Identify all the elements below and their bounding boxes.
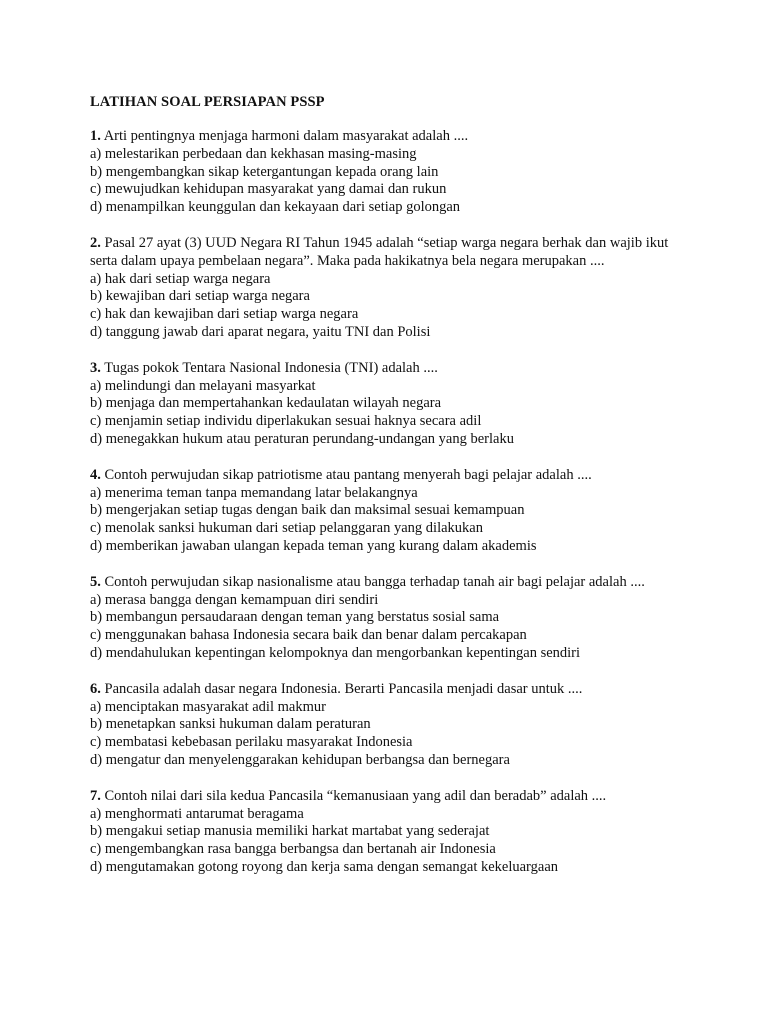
document-title: LATIHAN SOAL PERSIAPAN PSSP: [90, 94, 325, 110]
option-b: b) menjaga dan mempertahankan kedaulatan wilayah negara: [90, 395, 442, 412]
question-prompt: Contoh perwujudan sikap patriotisme atau pantang menyerah bagi pelajar adalah ....: [104, 466, 592, 483]
question-prompt: Pasal 27 ayat (3) UUD Negara RI Tahun 1945 adalah “setiap warga negara berhak dan wajib ikut serta dalam upaya pembelaan negara”. Maka pada hakikatnya bela negara merupakan ....: [90, 234, 669, 269]
option-b: b) mengerjakan setiap tugas dengan baik dan maksimal sesuai kemampuan: [90, 502, 525, 519]
option-d: d) tanggung jawab dari aparat negara, yaitu TNI dan Polisi: [90, 323, 431, 340]
question-number: 2.: [90, 234, 101, 251]
option-a: a) merasa bangga dengan kemampuan diri sendiri: [90, 591, 379, 608]
question-text: [90, 235, 680, 271]
option-c: c) mewujudkan kehidupan masyarakat yang damai dan rukun: [90, 181, 447, 198]
question-prompt: Arti pentingnya menjaga harmoni dalam masyarakat adalah ....: [103, 128, 469, 144]
question-text: [90, 788, 728, 806]
question-prompt: Contoh perwujudan sikap nasionalisme atau bangga terhadap tanah air bagi pelajar adalah ....: [104, 573, 645, 590]
option-d: d) mendahulukan kepentingan kelompoknya dan mengorbankan kepentingan sendiri: [90, 644, 581, 661]
question-prompt: Tugas pokok Tentara Nasional Indonesia (TNI) adalah ....: [104, 359, 438, 376]
option-d: d) menampilkan keunggulan dan kekayaan dari setiap golongan: [90, 199, 461, 216]
question-4: [90, 467, 728, 556]
question-text: [90, 574, 728, 592]
question-prompt: Contoh nilai dari sila kedua Pancasila “kemanusiaan yang adil dan beradab” adalah ....: [104, 787, 607, 804]
option-a: a) hak dari setiap warga negara: [90, 270, 271, 287]
question-2: [90, 235, 728, 342]
option-a: a) menghormati antarumat beragama: [90, 805, 304, 822]
question-number: 1.: [90, 128, 101, 144]
option-b: b) mengembangkan sikap ketergantungan kepada orang lain: [90, 163, 439, 180]
option-b: b) menetapkan sanksi hukuman dalam peraturan: [90, 716, 371, 733]
question-text: [90, 681, 728, 699]
option-d: d) menegakkan hukum atau peraturan perundang-undangan yang berlaku: [90, 430, 514, 447]
option-a: a) menerima teman tanpa memandang latar belakangnya: [90, 484, 418, 501]
question-1: [90, 128, 728, 217]
option-c: c) mengembangkan rasa bangga berbangsa dan bertanah air Indonesia: [90, 841, 496, 858]
option-d: d) mengutamakan gotong royong dan kerja sama dengan semangat kekeluargaan: [90, 858, 559, 875]
question-text: [90, 360, 728, 378]
question-number: 5.: [90, 573, 101, 590]
option-a: a) melindungi dan melayani masyarkat: [90, 377, 316, 394]
question-3: [90, 360, 728, 449]
question-number: 3.: [90, 359, 101, 376]
question-text: [90, 467, 728, 485]
option-c: c) menjamin setiap individu diperlakukan sesuai haknya secara adil: [90, 413, 482, 430]
option-b: b) mengakui setiap manusia memiliki harkat martabat yang sederajat: [90, 823, 490, 840]
question-number: 7.: [90, 787, 101, 804]
option-a: a) melestarikan perbedaan dan kekhasan masing-masing: [90, 145, 417, 162]
option-b: b) membangun persaudaraan dengan teman yang berstatus sosial sama: [90, 609, 500, 626]
option-d: d) memberikan jawaban ulangan kepada teman yang kurang dalam akademis: [90, 537, 537, 554]
question-text: [90, 128, 728, 146]
option-c: c) menolak sanksi hukuman dari setiap pelanggaran yang dilakukan: [90, 520, 483, 537]
question-5: [90, 574, 728, 663]
option-a: a) menciptakan masyarakat adil makmur: [90, 698, 326, 715]
option-c: c) hak dan kewajiban dari setiap warga negara: [90, 306, 359, 323]
question-number: 6.: [90, 680, 101, 697]
question-6: [90, 681, 728, 770]
question-7: [90, 788, 728, 877]
question-number: 4.: [90, 466, 101, 483]
option-d: d) mengatur dan menyelenggarakan kehidupan berbangsa dan bernegara: [90, 751, 510, 768]
option-c: c) membatasi kebebasan perilaku masyarakat Indonesia: [90, 734, 413, 751]
question-prompt: Pancasila adalah dasar negara Indonesia. Berarti Pancasila menjadi dasar untuk ....: [104, 680, 583, 697]
option-b: b) kewajiban dari setiap warga negara: [90, 288, 310, 305]
option-c: c) menggunakan bahasa Indonesia secara baik dan benar dalam percakapan: [90, 627, 527, 644]
